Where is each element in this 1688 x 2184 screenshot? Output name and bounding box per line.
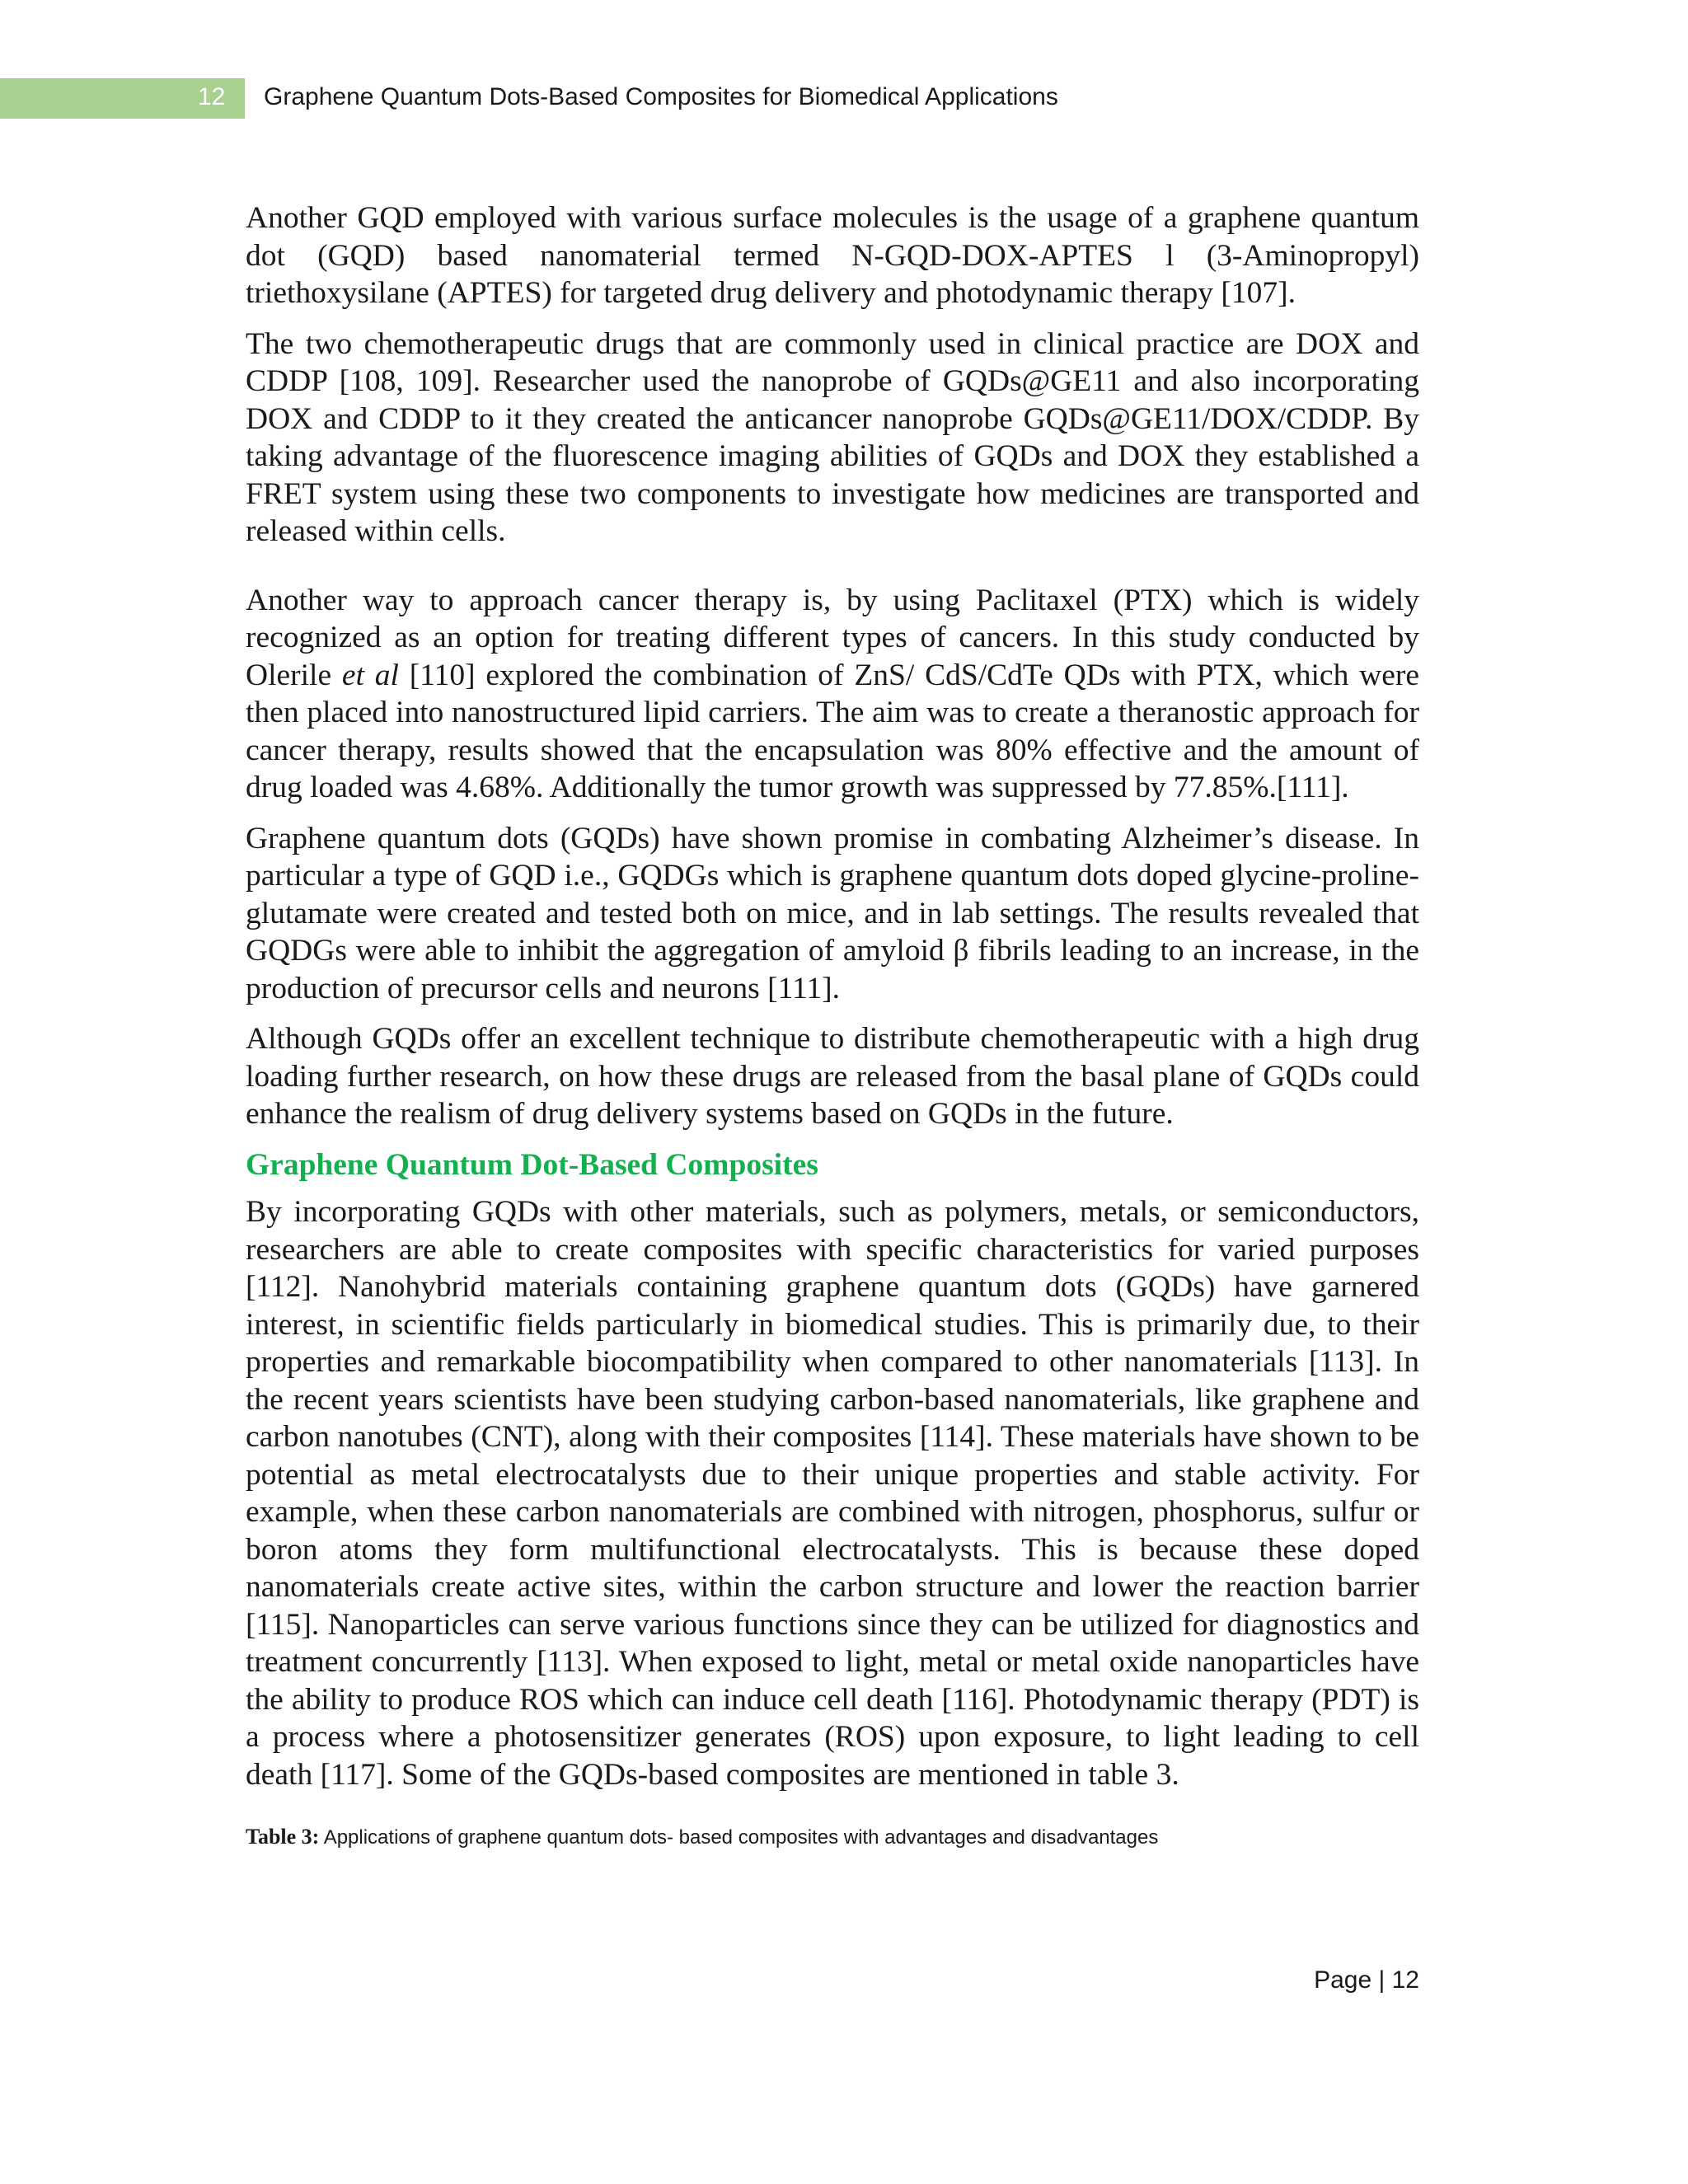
running-title: Graphene Quantum Dots-Based Composites for Biomedical Applications xyxy=(264,83,1058,110)
paragraph-4: Graphene quantum dots (GQDs) have shown promise in combating Alzheimer’s disease. In particular a type of GQD i.e., GQDGs which is graphene quantum dots doped glycine-proline-glutamate were created and tested both on mice, and in lab settings. The results revealed that GQDGs were able to inhibit the aggregation of amyloid β fibrils leading to an increase, in the production of precursor cells and neurons [111]. xyxy=(246,821,1419,1005)
paragraph-5: Although GQDs offer an excellent technique to distribute chemotherapeutic with a high drug loading further research, on how these drugs are released from the basal plane of GQDs could enhance the realism of drug delivery systems based on GQDs in the future. xyxy=(246,1022,1419,1131)
paragraph-3-italic: et al xyxy=(341,658,399,692)
table-caption-label: Table 3: xyxy=(246,1825,320,1849)
paragraph-3-text-b: [110] explored the combination of ZnS/ CdS/CdTe QDs with PTX, which were then placed into nanostructured lipid carriers. The aim was to create a theranostic approach for cancer therapy, results showed that the encapsulation was 80% effective and the amount of drug loaded was 4.68%. Additionally the tumor growth was suppressed by 77.85%.[111]. xyxy=(246,658,1419,804)
paragraph-2: The two chemotherapeutic drugs that are commonly used in clinical practice are DOX and CDDP [108, 109]. Researcher used the nanoprobe of GQDs@GE11 and also incorporating DOX and CDDP to it they created the anticancer nanoprobe GQDs@GE11/DOX/CDDP. By taking advantage of the fluorescence imaging abilities of GQDs and DOX they established a FRET system using these two components to investigate how medicines are transported and released within cells. xyxy=(246,326,1419,548)
paragraph-3-text-a: Another way to approach cancer therapy is, by using Paclitaxel (PTX) which is widely recognized as an option for treating different types of cancers. In this study conducted by Olerile xyxy=(246,583,1419,692)
table-caption xyxy=(246,1825,1419,1850)
paragraph-6: By incorporating GQDs with other materials, such as polymers, metals, or semiconductors, researchers are able to create composites with specific characteristics for varied purposes [112]. Nanohybrid materials containing graphene quantum dots (GQDs) have garnered interest, in scientific fields particularly in biomedical studies. This is primarily due, to their properties and remarkable biocompatibility when compared to other nanomaterials [113]. In the recent years scientists have been studying carbon-based nanomaterials, like graphene and carbon nanotubes (CNT), along with their composites [114]. These materials have shown to be potential as metal electrocatalysts due to their unique properties and stable activity. For example, when these carbon nanomaterials are combined with nitrogen, phosphorus, sulfur or boron atoms they form multifunctional electrocatalysts. This is because these doped nanomaterials create active sites, within the carbon structure and lower the reaction barrier [115]. Nanoparticles can serve various functions since they can be utilized for diagnostics and treatment concurrently [113]. When exposed to light, metal or metal oxide nanoparticles have the ability to produce ROS which can induce cell death [116]. Photodynamic therapy (PDT) is a process where a photosensitizer generates (ROS) upon exposure, to light leading to cell death [117]. Some of the GQDs-based composites are mentioned in table 3. xyxy=(246,1195,1419,1792)
paragraph-1: Another GQD employed with various surface molecules is the usage of a graphene quantum dot (GQD) based nanomaterial termed N-GQD-DOX-APTES l (3-Aminopropyl) triethoxysilane (APTES) for targeted drug delivery and photodynamic therapy [107]. xyxy=(246,201,1419,310)
page-body xyxy=(246,199,1419,1850)
page-footer: Page | 12 xyxy=(1314,1966,1419,1994)
table-caption-text: Applications of graphene quantum dots- based composites with advantages and disadvantages xyxy=(319,1826,1159,1849)
paragraph-3 xyxy=(246,582,1419,807)
header-page-number: 12 xyxy=(198,83,226,110)
section-heading: Graphene Quantum Dot-Based Composites xyxy=(246,1147,818,1182)
